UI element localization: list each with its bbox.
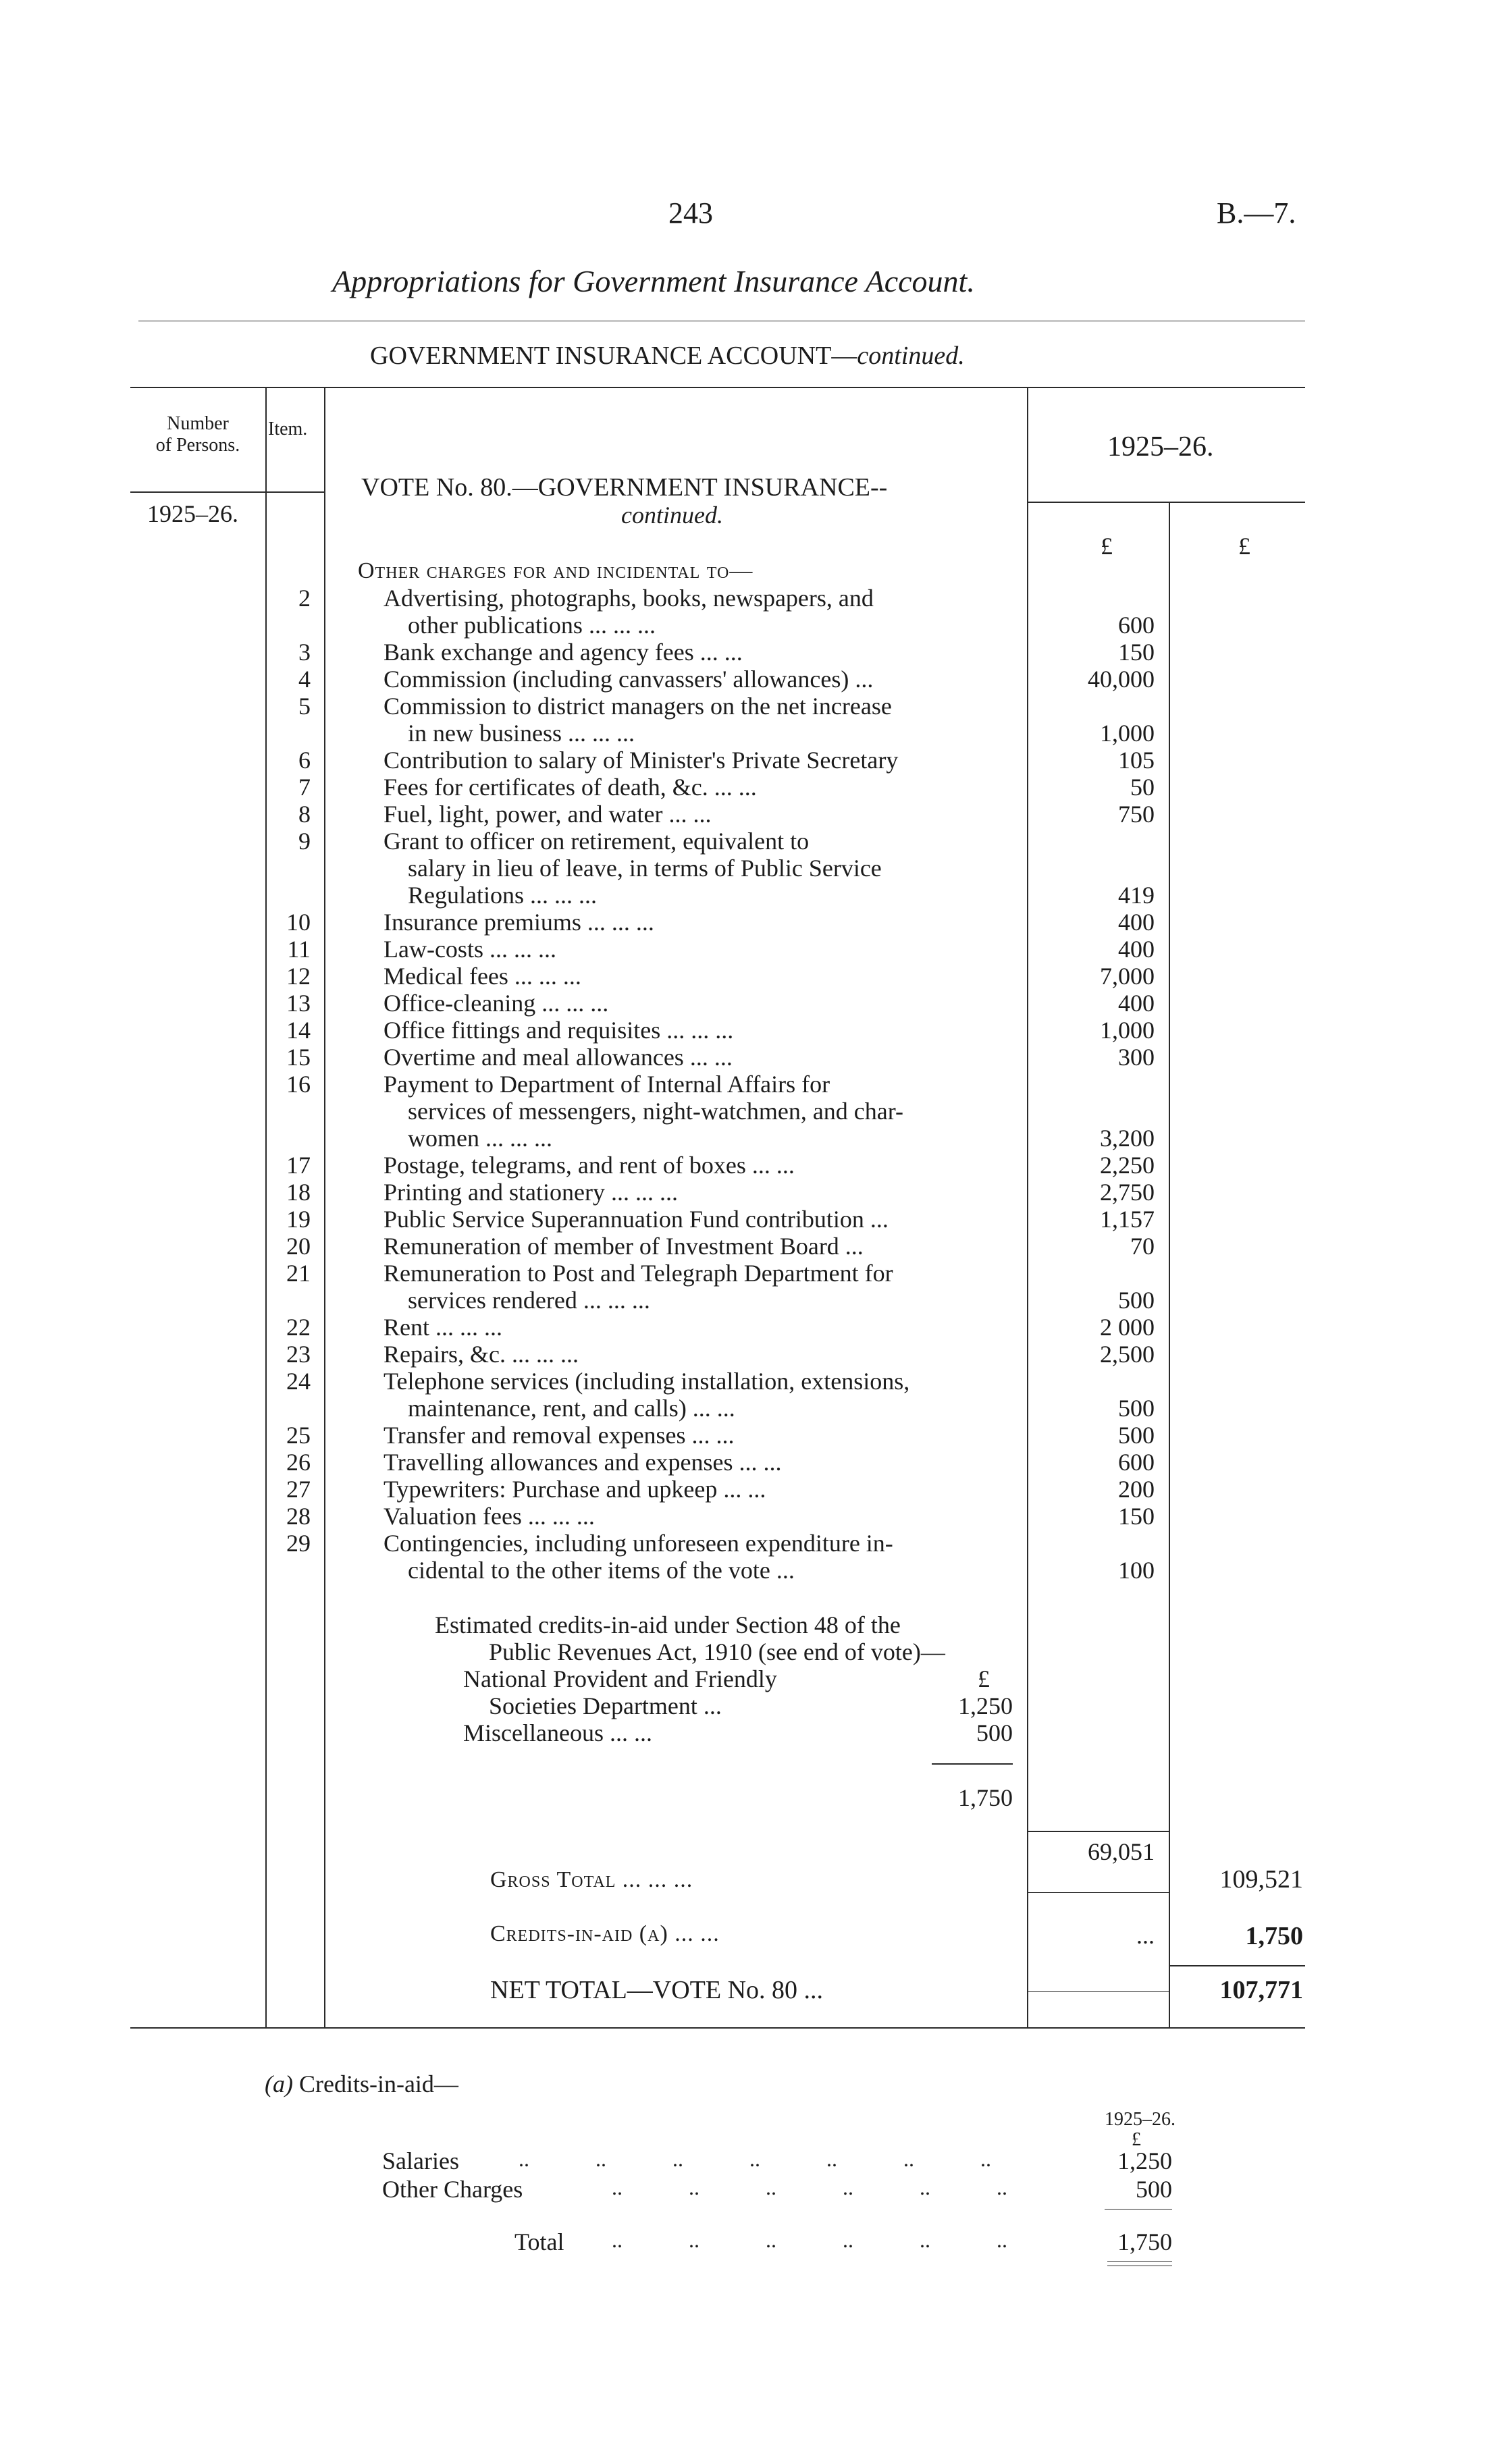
pound-sign-col-2: £ xyxy=(1238,533,1250,560)
number-of-persons-line-1: Number xyxy=(167,413,229,434)
item-description: in new business ... ... ... xyxy=(408,720,635,747)
table-row xyxy=(0,1044,1507,1071)
item-number: 7 xyxy=(298,774,311,801)
item-description: Rent ... ... ... xyxy=(384,1314,502,1341)
footnote-total-value: 1,750 xyxy=(1117,2228,1172,2255)
item-amount: 3,200 xyxy=(1100,1125,1155,1152)
footnote-row-label: Salaries xyxy=(382,2147,459,2174)
account-subtitle xyxy=(370,341,965,371)
gross-total-label: Gross Total ... ... ... xyxy=(490,1867,693,1892)
item-number: 22 xyxy=(286,1314,311,1341)
item-amount: 400 xyxy=(1118,909,1155,936)
table-row xyxy=(0,666,1507,693)
item-description: Office-cleaning ... ... ... xyxy=(384,990,609,1017)
item-number: 11 xyxy=(287,936,311,963)
item-description: Insurance premiums ... ... ... xyxy=(384,909,654,936)
credits-total: 1,750 xyxy=(958,1784,1013,1811)
item-number: 24 xyxy=(286,1368,311,1395)
footnote-row-value: 1,250 xyxy=(1117,2147,1172,2174)
table-row xyxy=(0,1125,1507,1152)
credits-line-3: National Provident and Friendly xyxy=(463,1665,777,1692)
year-left-header: 1925–26. xyxy=(147,500,238,527)
footnote-row-label: Other Charges xyxy=(382,2176,523,2203)
item-description: cidental to the other items of the vote ... xyxy=(408,1557,795,1584)
credits-pound-sign: £ xyxy=(978,1665,990,1692)
table-row xyxy=(0,936,1507,963)
item-amount: 7,000 xyxy=(1100,963,1155,990)
item-number: 5 xyxy=(298,693,311,720)
item-description: Public Service Superannuation Fund contribution ... xyxy=(384,1206,889,1233)
item-description: salary in lieu of leave, in terms of Public Service xyxy=(408,855,882,882)
footnote-total-label: Total xyxy=(514,2228,564,2255)
item-description: services of messengers, night-watchmen, and char- xyxy=(408,1098,904,1125)
item-number: 19 xyxy=(286,1206,311,1233)
table-row xyxy=(0,909,1507,936)
section-heading: Other charges for and incidental to— xyxy=(358,558,754,583)
item-amount: 100 xyxy=(1118,1557,1155,1584)
item-amount: 2,500 xyxy=(1100,1341,1155,1368)
table-row xyxy=(0,828,1507,855)
item-amount: 400 xyxy=(1118,936,1155,963)
item-amount: 1,000 xyxy=(1100,1017,1155,1044)
net-rule-col-1 xyxy=(1028,1991,1169,1992)
item-number: 29 xyxy=(286,1530,311,1557)
gross-rule-col-1 xyxy=(1028,1892,1169,1893)
table-row xyxy=(0,1017,1507,1044)
subtotal-value: 69,051 xyxy=(1088,1838,1155,1865)
item-amount: 500 xyxy=(1118,1395,1155,1422)
item-description: Commission (including canvassers' allowances) ... xyxy=(384,666,874,693)
persons-head-rule xyxy=(130,491,265,493)
credits-in-aid-label: Credits-in-aid (a) ... ... xyxy=(490,1921,720,1946)
credits-line-4: Societies Department ... xyxy=(489,1692,722,1719)
table-row xyxy=(0,1503,1507,1530)
table-row xyxy=(0,1233,1507,1260)
footnote-total-dots: .. .. .. .. .. .. xyxy=(612,2228,1007,2252)
item-description: Typewriters: Purchase and upkeep ... ... xyxy=(384,1476,766,1503)
item-amount: 1,000 xyxy=(1100,720,1155,747)
item-number: 14 xyxy=(286,1017,311,1044)
credits-amount-4: 1,250 xyxy=(958,1692,1013,1719)
table-row xyxy=(0,1368,1507,1395)
table-row xyxy=(0,612,1507,639)
item-description: Valuation fees ... ... ... xyxy=(384,1503,595,1530)
account-subtitle-main: GOVERNMENT INSURANCE ACCOUNT— xyxy=(370,342,857,370)
vote-title: VOTE No. 80.—GOVERNMENT INSURANCE-- xyxy=(361,473,888,502)
item-description: Repairs, &c. ... ... ... xyxy=(384,1341,579,1368)
table-row xyxy=(0,774,1507,801)
item-description: Commission to district managers on the net increase xyxy=(384,693,892,720)
subtotal-rule xyxy=(1028,1831,1170,1832)
item-description: Travelling allowances and expenses ... ... xyxy=(384,1449,782,1476)
credits-sum-rule xyxy=(932,1763,1013,1765)
credits-in-aid-dots: ... xyxy=(1136,1922,1155,1949)
item-header: Item. xyxy=(268,419,308,439)
net-rule-col-2 xyxy=(1170,1965,1305,1966)
item-number: 27 xyxy=(286,1476,311,1503)
item-amount: 1,157 xyxy=(1100,1206,1155,1233)
item-number: 2 xyxy=(298,585,311,612)
item-description: Fuel, light, power, and water ... ... xyxy=(384,801,712,828)
item-number: 3 xyxy=(298,639,311,666)
table-row xyxy=(0,1422,1507,1449)
table-row xyxy=(0,720,1507,747)
table-row xyxy=(0,882,1507,909)
item-description: maintenance, rent, and calls) ... ... xyxy=(408,1395,735,1422)
table-row xyxy=(0,1341,1507,1368)
footnote-heading-text: Credits-in-aid— xyxy=(298,2070,458,2097)
item-amount: 600 xyxy=(1118,1449,1155,1476)
item-number: 6 xyxy=(298,747,311,774)
item-description: Remuneration to Post and Telegraph Department for xyxy=(384,1260,893,1287)
item-amount: 419 xyxy=(1118,882,1155,909)
item-amount: 2,250 xyxy=(1100,1152,1155,1179)
item-number: 26 xyxy=(286,1449,311,1476)
item-description: Printing and stationery ... ... ... xyxy=(384,1179,678,1206)
item-description: Fees for certificates of death, &c. ... ... xyxy=(384,774,757,801)
number-of-persons-line-2: of Persons. xyxy=(155,435,240,456)
credits-line-2: Public Revenues Act, 1910 (see end of vote)— xyxy=(489,1638,945,1665)
item-number: 17 xyxy=(286,1152,311,1179)
item-amount: 2,750 xyxy=(1100,1179,1155,1206)
document-ref: B.—7. xyxy=(1217,196,1296,230)
table-row xyxy=(0,1314,1507,1341)
item-description: Law-costs ... ... ... xyxy=(384,936,556,963)
footnote-row-value: 500 xyxy=(1136,2176,1172,2203)
table-row xyxy=(0,1530,1507,1557)
table-row xyxy=(0,990,1507,1017)
item-description: Telephone services (including installation, extensions, xyxy=(384,1368,910,1395)
table-row xyxy=(0,747,1507,774)
item-number: 8 xyxy=(298,801,311,828)
item-amount: 600 xyxy=(1118,612,1155,639)
item-description: women ... ... ... xyxy=(408,1125,552,1152)
item-description: Overtime and meal allowances ... ... xyxy=(384,1044,733,1071)
item-description: other publications ... ... ... xyxy=(408,612,656,639)
page-title: Appropriations for Government Insurance Account. xyxy=(332,264,975,298)
net-total-label: NET TOTAL—VOTE No. 80 ... xyxy=(490,1976,824,2004)
item-number: 12 xyxy=(286,963,311,990)
item-number: 4 xyxy=(298,666,311,693)
footnote-mark: (a) xyxy=(265,2070,293,2097)
item-description: services rendered ... ... ... xyxy=(408,1287,650,1314)
item-description: Grant to officer on retirement, equivalent to xyxy=(384,828,810,855)
credits-amount-5: 500 xyxy=(976,1719,1013,1746)
credits-line-1: Estimated credits-in-aid under Section 48 of the xyxy=(435,1611,901,1638)
table-row xyxy=(0,639,1507,666)
table-row xyxy=(0,585,1507,612)
account-subtitle-cont: continued. xyxy=(857,342,965,370)
item-number: 16 xyxy=(286,1071,311,1098)
item-amount: 750 xyxy=(1118,801,1155,828)
table-row xyxy=(0,855,1507,882)
item-amount: 40,000 xyxy=(1088,666,1155,693)
page-number: 243 xyxy=(668,196,713,230)
item-description: Advertising, photographs, books, newspapers, and xyxy=(384,585,874,612)
table-row xyxy=(0,1287,1507,1314)
year-head-rule xyxy=(1028,502,1305,503)
table-row xyxy=(0,801,1507,828)
item-description: Regulations ... ... ... xyxy=(408,882,597,909)
item-description: Medical fees ... ... ... xyxy=(384,963,581,990)
item-number: 21 xyxy=(286,1260,311,1287)
table-row xyxy=(0,1449,1507,1476)
item-amount: 2 000 xyxy=(1100,1314,1155,1341)
footnote-year: 1925–26. xyxy=(1105,2109,1175,2130)
item-number: 20 xyxy=(286,1233,311,1260)
table-row xyxy=(0,1071,1507,1098)
vote-title-cont: continued. xyxy=(621,502,723,529)
item-amount: 400 xyxy=(1118,990,1155,1017)
item-description: Contribution to salary of Minister's Private Secretary xyxy=(384,747,899,774)
item-number: 15 xyxy=(286,1044,311,1071)
table-row xyxy=(0,1557,1507,1584)
table-row xyxy=(0,963,1507,990)
number-of-persons-header xyxy=(130,413,265,456)
table-row xyxy=(0,1152,1507,1179)
item-amount: 500 xyxy=(1118,1422,1155,1449)
table-row xyxy=(0,1260,1507,1287)
item-number: 23 xyxy=(286,1341,311,1368)
pound-sign-col-1: £ xyxy=(1101,533,1113,560)
gross-total-value: 109,521 xyxy=(1219,1865,1303,1894)
item-description: Transfer and removal expenses ... ... xyxy=(384,1422,735,1449)
item-description: Contingencies, including unforeseen expenditure in- xyxy=(384,1530,893,1557)
table-top-rule xyxy=(130,387,1305,388)
net-total-value: 107,771 xyxy=(1219,1976,1303,2004)
table-row xyxy=(0,1206,1507,1233)
item-amount: 500 xyxy=(1118,1287,1155,1314)
item-description: Bank exchange and agency fees ... ... xyxy=(384,639,743,666)
table-row xyxy=(0,1476,1507,1503)
item-amount: 150 xyxy=(1118,639,1155,666)
item-number: 10 xyxy=(286,909,311,936)
item-amount: 70 xyxy=(1130,1233,1155,1260)
item-number: 28 xyxy=(286,1503,311,1530)
table-row xyxy=(0,1395,1507,1422)
credits-line-5: Miscellaneous ... ... xyxy=(463,1719,652,1746)
footnote-row-dots: .. .. .. .. .. .. xyxy=(612,2175,1007,2199)
footnote-double-rule-1 xyxy=(1107,2261,1172,2262)
footnote-row-dots: .. .. .. .. .. .. .. xyxy=(519,2147,991,2171)
item-number: 9 xyxy=(298,828,311,855)
item-amount: 105 xyxy=(1118,747,1155,774)
table-row xyxy=(0,1098,1507,1125)
table-row xyxy=(0,693,1507,720)
footnote-pound-sign: £ xyxy=(1132,2129,1141,2150)
item-number: 18 xyxy=(286,1179,311,1206)
table-bottom-rule xyxy=(130,2027,1305,2029)
footnote-heading xyxy=(265,2070,458,2098)
item-description: Payment to Department of Internal Affairs for xyxy=(384,1071,830,1098)
item-description: Postage, telegrams, and rent of boxes ... ... xyxy=(384,1152,795,1179)
item-amount: 50 xyxy=(1130,774,1155,801)
year-header: 1925–26. xyxy=(1107,431,1214,462)
item-amount: 150 xyxy=(1118,1503,1155,1530)
item-amount: 200 xyxy=(1118,1476,1155,1503)
table-row xyxy=(0,1179,1507,1206)
item-amount: 300 xyxy=(1118,1044,1155,1071)
item-number: 13 xyxy=(286,990,311,1017)
item-description: Remuneration of member of Investment Board ... xyxy=(384,1233,864,1260)
item-number: 25 xyxy=(286,1422,311,1449)
item-head-rule xyxy=(267,491,324,493)
item-description: Office fittings and requisites ... ... ... xyxy=(384,1017,734,1044)
credits-in-aid-value: 1,750 xyxy=(1245,1922,1303,1950)
